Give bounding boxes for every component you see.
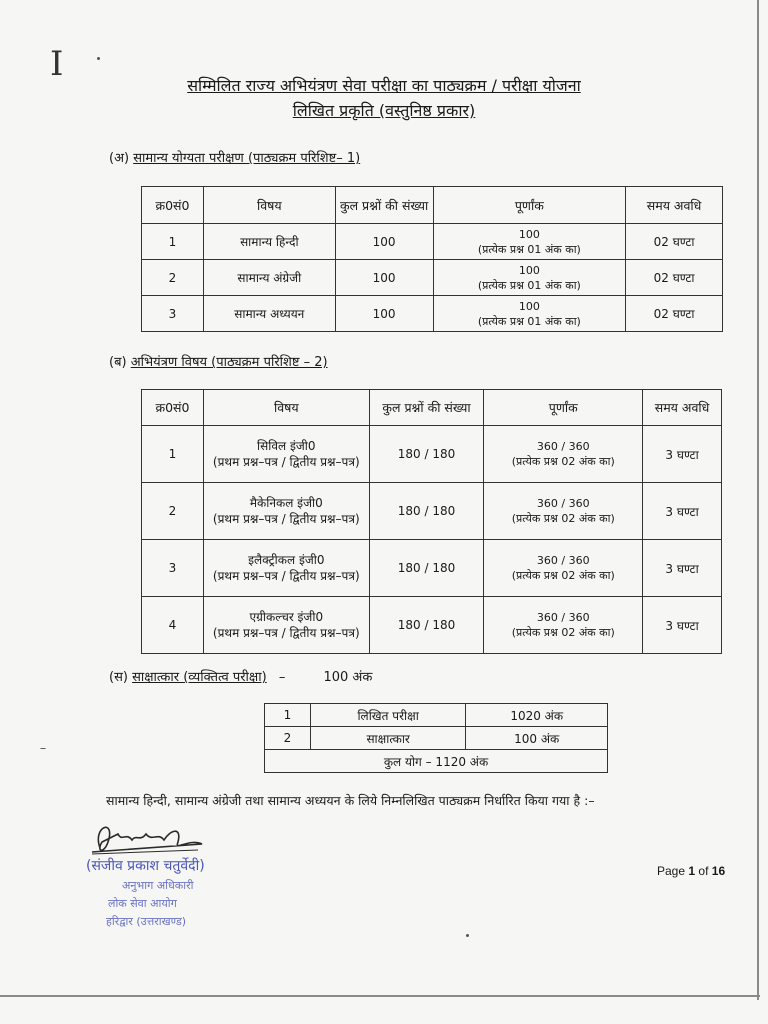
title-line-1: सम्मिलित राज्य अभियंत्रण सेवा परीक्षा का पाठ्यक्रम / परीक्षा योजना — [187, 76, 581, 95]
page-prefix: Page — [657, 864, 686, 878]
cell-label: साक्षात्कार — [310, 727, 466, 750]
cell-subject — [203, 483, 369, 540]
cell-count: 100 — [335, 224, 433, 260]
marks-note: (प्रत्येक प्रश्न 02 अंक का) — [511, 626, 615, 639]
section-a-heading — [109, 148, 360, 166]
col-header-count: कुल प्रश्नों की संख्या — [335, 187, 433, 224]
cell-marks — [484, 426, 643, 483]
table-header-row — [142, 390, 722, 426]
cell-marks — [484, 540, 643, 597]
subject-name: मैकेनिकल इंजी0 — [249, 496, 323, 510]
official-stamp — [78, 812, 238, 942]
section-c-heading — [109, 667, 372, 685]
col-header-time: समय अवधि — [626, 187, 723, 224]
marks-value: 360 / 360 — [536, 554, 590, 567]
section-c-value: 100 अंक — [323, 670, 373, 685]
cell-sn: 2 — [142, 260, 204, 296]
cell-marks — [433, 296, 626, 332]
cell-subject — [203, 426, 369, 483]
cell-value: 1020 अंक — [466, 704, 608, 727]
section-a-prefix: (अ) — [109, 151, 130, 166]
stamp-office: लोक सेवा आयोग — [108, 897, 177, 910]
table-general-aptitude — [141, 186, 723, 332]
table-row — [142, 296, 723, 332]
cell-count: 180 / 180 — [369, 426, 484, 483]
col-header-sn: क्र0सं0 — [142, 390, 204, 426]
cell-time: 02 घण्टा — [626, 260, 723, 296]
cell-time: 3 घण्टा — [643, 426, 722, 483]
table-header-row — [142, 187, 723, 224]
table-row — [142, 540, 722, 597]
marks-value: 100 — [518, 299, 540, 313]
section-c-prefix: (स) — [109, 670, 128, 685]
page-total: 16 — [711, 864, 726, 878]
title-line-2: लिखित प्रकृति (वस्तुनिष्ठ प्रकार) — [292, 101, 476, 120]
subject-note: (प्रथम प्रश्न–पत्र / द्वितीय प्रश्न–पत्र) — [212, 512, 360, 526]
cell-sn: 3 — [142, 296, 204, 332]
cell-count: 180 / 180 — [369, 597, 484, 654]
cell-value: 100 अंक — [466, 727, 608, 750]
section-c-title: साक्षात्कार (व्यक्तित्व परीक्षा) — [132, 670, 267, 685]
table-row — [265, 704, 608, 727]
cell-marks — [433, 224, 626, 260]
syllabus-note: सामान्य हिन्दी, सामान्य अंग्रेजी तथा सामान्य अध्ययन के लिये निम्नलिखित पाठ्यक्रम निर्धारित किया गया है :– — [106, 793, 595, 808]
marks-note: (प्रत्येक प्रश्न 02 अंक का) — [511, 455, 615, 468]
col-header-marks: पूर्णांक — [433, 187, 626, 224]
section-b-prefix: (ब) — [109, 355, 127, 370]
marks-note: (प्रत्येक प्रश्न 02 अंक का) — [511, 569, 615, 582]
cell-subject: सामान्य हिन्दी — [203, 224, 335, 260]
stamp-location: हरिद्वार (उत्तराखण्ड) — [106, 915, 187, 928]
col-header-count: कुल प्रश्नों की संख्या — [369, 390, 484, 426]
page-current: 1 — [688, 864, 696, 878]
cell-subject: सामान्य अंग्रेजी — [203, 260, 335, 296]
marks-note: (प्रत्येक प्रश्न 01 अंक का) — [477, 278, 581, 292]
table-row — [142, 224, 723, 260]
stamp-designation: अनुभाग अधिकारी — [122, 879, 194, 892]
section-b-title: अभियंत्रण विषय (पाठ्यक्रम परिशिष्ट – 2) — [130, 355, 328, 370]
subject-note: (प्रथम प्रश्न–पत्र / द्वितीय प्रश्न–पत्र) — [212, 569, 360, 583]
subject-name: इलैक्ट्रीकल इंजी0 — [248, 553, 325, 567]
cell-marks — [433, 260, 626, 296]
cell-time: 02 घण्टा — [626, 296, 723, 332]
marks-note: (प्रत्येक प्रश्न 02 अंक का) — [511, 512, 615, 525]
cell-count: 180 / 180 — [369, 483, 484, 540]
page-number — [657, 864, 725, 878]
marks-note: (प्रत्येक प्रश्न 01 अंक का) — [477, 242, 581, 256]
cell-subject — [203, 597, 369, 654]
section-b-heading — [109, 352, 328, 370]
cell-time: 3 घण्टा — [643, 540, 722, 597]
col-header-marks: पूर्णांक — [484, 390, 643, 426]
corner-dot — [97, 57, 100, 60]
cell-count: 180 / 180 — [369, 540, 484, 597]
table-row — [142, 260, 723, 296]
cell-sn: 1 — [142, 426, 204, 483]
cell-marks — [484, 483, 643, 540]
marks-value: 360 / 360 — [536, 611, 590, 624]
table-total-row — [265, 750, 608, 773]
cell-sn: 1 — [142, 224, 204, 260]
section-c-dash: – — [278, 670, 286, 685]
cell-time: 3 घण्टा — [643, 483, 722, 540]
cell-time: 3 घण्टा — [643, 597, 722, 654]
cell-sn: 2 — [265, 727, 311, 750]
marks-value: 360 / 360 — [536, 497, 590, 510]
cell-total: कुल योग – 1120 अंक — [265, 750, 608, 773]
stamp-name: (संजीव प्रकाश चतुर्वेदी) — [86, 858, 205, 874]
cell-subject: सामान्य अध्ययन — [203, 296, 335, 332]
subject-name: सिविल इंजी0 — [257, 439, 316, 453]
corner-mark: I — [50, 44, 64, 84]
cell-count: 100 — [335, 296, 433, 332]
table-row — [142, 597, 722, 654]
page-edge-right — [757, 0, 759, 1000]
cell-sn: 2 — [142, 483, 204, 540]
subject-name: एग्रीकल्चर इंजी0 — [249, 610, 324, 624]
table-engineering-subjects — [141, 389, 722, 654]
col-header-subject: विषय — [203, 187, 335, 224]
scan-speck — [40, 748, 46, 749]
marks-value: 100 — [518, 227, 540, 241]
marks-value: 360 / 360 — [536, 440, 590, 453]
section-a-title: सामान्य योग्यता परीक्षण (पाठ्यक्रम परिशिष्ट– 1) — [133, 151, 361, 166]
col-header-time: समय अवधि — [643, 390, 722, 426]
page-of: of — [698, 864, 709, 878]
table-total-summary — [264, 703, 608, 773]
cell-sn: 4 — [142, 597, 204, 654]
col-header-sn: क्र0सं0 — [142, 187, 204, 224]
marks-note: (प्रत्येक प्रश्न 01 अंक का) — [477, 314, 581, 328]
cell-count: 100 — [335, 260, 433, 296]
marks-value: 100 — [518, 263, 540, 277]
cell-label: लिखित परीक्षा — [310, 704, 466, 727]
cell-subject — [203, 540, 369, 597]
cell-sn: 3 — [142, 540, 204, 597]
subject-note: (प्रथम प्रश्न–पत्र / द्वितीय प्रश्न–पत्र) — [212, 455, 360, 469]
cell-marks — [484, 597, 643, 654]
cell-sn: 1 — [265, 704, 311, 727]
subject-note: (प्रथम प्रश्न–पत्र / द्वितीय प्रश्न–पत्र) — [212, 626, 360, 640]
table-row — [265, 727, 608, 750]
scan-speck — [466, 934, 469, 937]
page-edge-bottom — [0, 995, 760, 997]
cell-time: 02 घण्टा — [626, 224, 723, 260]
table-row — [142, 483, 722, 540]
table-row — [142, 426, 722, 483]
col-header-subject: विषय — [203, 390, 369, 426]
